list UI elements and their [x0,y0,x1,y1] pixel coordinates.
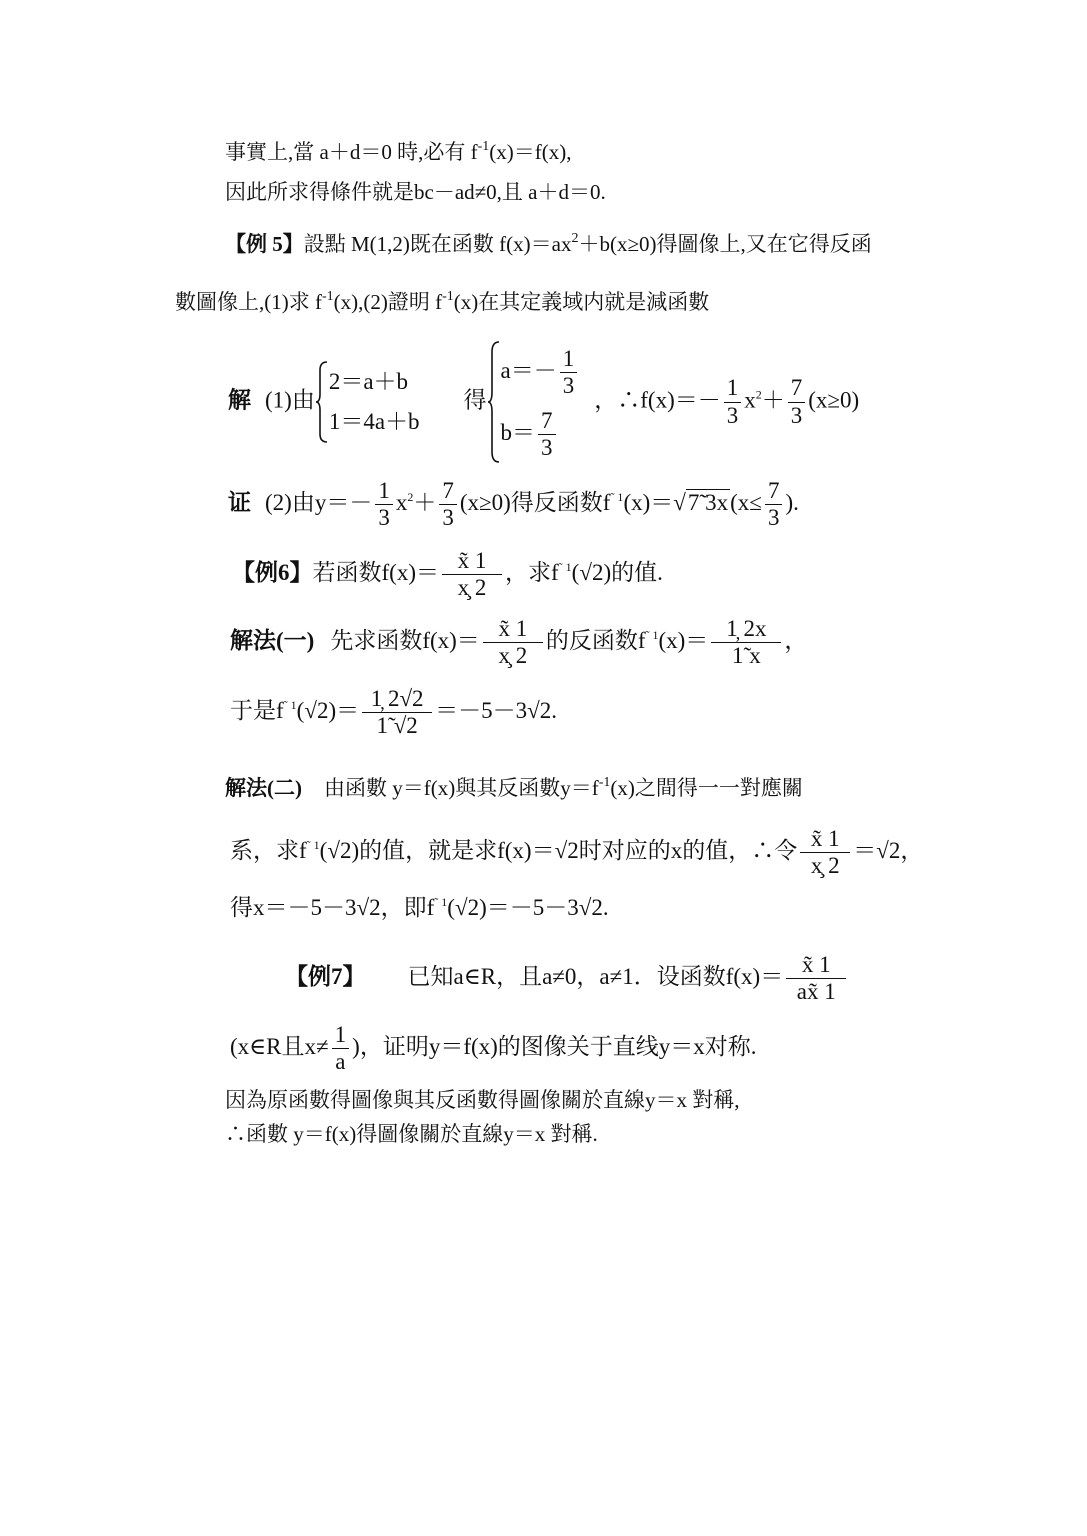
method-2: 解法(二) 由函數 y＝f(x)與其反函數$y=f^{-1}(x)$之間得一一對應關 [225,775,803,800]
method-1: 解法(一) 先求函数f(x)＝ $\frac{x̃ 1}{x̧ 2}$ 的反函数$f^{˜ 1}(x)=$ $\frac{1̦ 2x}{1̃ x}$ ， [230,616,808,669]
text-line-1: 事實上,當 a＋d＝0 時,必有 $f^{-1}(x)=f(x)$, [225,139,572,164]
example-6-label: 【例6】 [232,560,313,586]
solution-1: 解 (1)由 2＝a＋b 1＝4a＋b 得 a＝－ $\frac{1}{3}$ b＝ $\frac{7}{3}$ ，∴f(x)＝－ $\frac{1}{3}$ $x^2+$ $\frac{7}{3}$ (x≥0) [228,340,859,464]
example-5-label: 【例 5】 [225,232,304,256]
text-line-2: 因此所求得條件就是bc－ad≠0,且 a＋d＝0. [225,180,606,204]
example-7-line-2: (x∈R且x≠ $\frac{1}{a}$ )，证明y＝f(x)的图像关于直线y＝x对称. [230,1022,757,1075]
left-brace-icon [315,360,329,444]
example-7-title: 【例7】 已知a∈R，且a≠0，a≠1．设函数f(x)＝ $\frac{x̃ 1}{ax̃ 1}$ [285,952,849,1006]
conclusion-line-1: 因為原函數得圖像與其反函數得圖像關於直線y＝x 對稱, [225,1088,740,1112]
example-6-title: 【例6】若函数f(x)＝ $\frac{x̃ 1}{x̧ 2}$ ，求$f^{˜ 1}(√2)$的值. [232,548,663,601]
method-2-line-2: 系，求$f^{˜ 1}(√2)$的值，就是求f(x)＝√2时对应的x的值，∴令 $\frac{x̃ 1}{x̧ 2}$ ＝√2， [230,826,924,879]
left-brace-icon [487,340,501,464]
proof-2: 证 (2)由y＝－ $\frac{1}{3}$ $x^2+$ $\frac{7}{3}$ (x≥0)得反函数$f^{˜ 1}(x)=√7̃$ 3x(x≤ $\frac{7}{3}$ ). [228,478,799,531]
example-7-label: 【例7】 [285,964,366,990]
conclusion-line-2: ∴函數 y＝f(x)得圖像關於直線y＝x 對稱. [225,1122,598,1146]
method-1-result: 于是$f^{˜ 1}(√2)=$ $\frac{1̦ 2√2}{1̃ √2}$ ＝－5－3√2. [230,686,557,739]
example-5-line-2: 數圖像上,(1)求 $f^{-1}(x),(2)$證明 $f^{-1}(x)$在其定義域内就是減函數 [175,289,710,314]
method-2-line-3: 得x＝－5－3√2，即$f^{˜ 1}(√2)=-5-3√2$. [230,895,609,920]
example-5-title: 【例 5】設點 M(1,2)既在函數 $f(x)=ax^2+b(x\ge 0)$得圖像上,又在它得反函 [225,231,872,256]
